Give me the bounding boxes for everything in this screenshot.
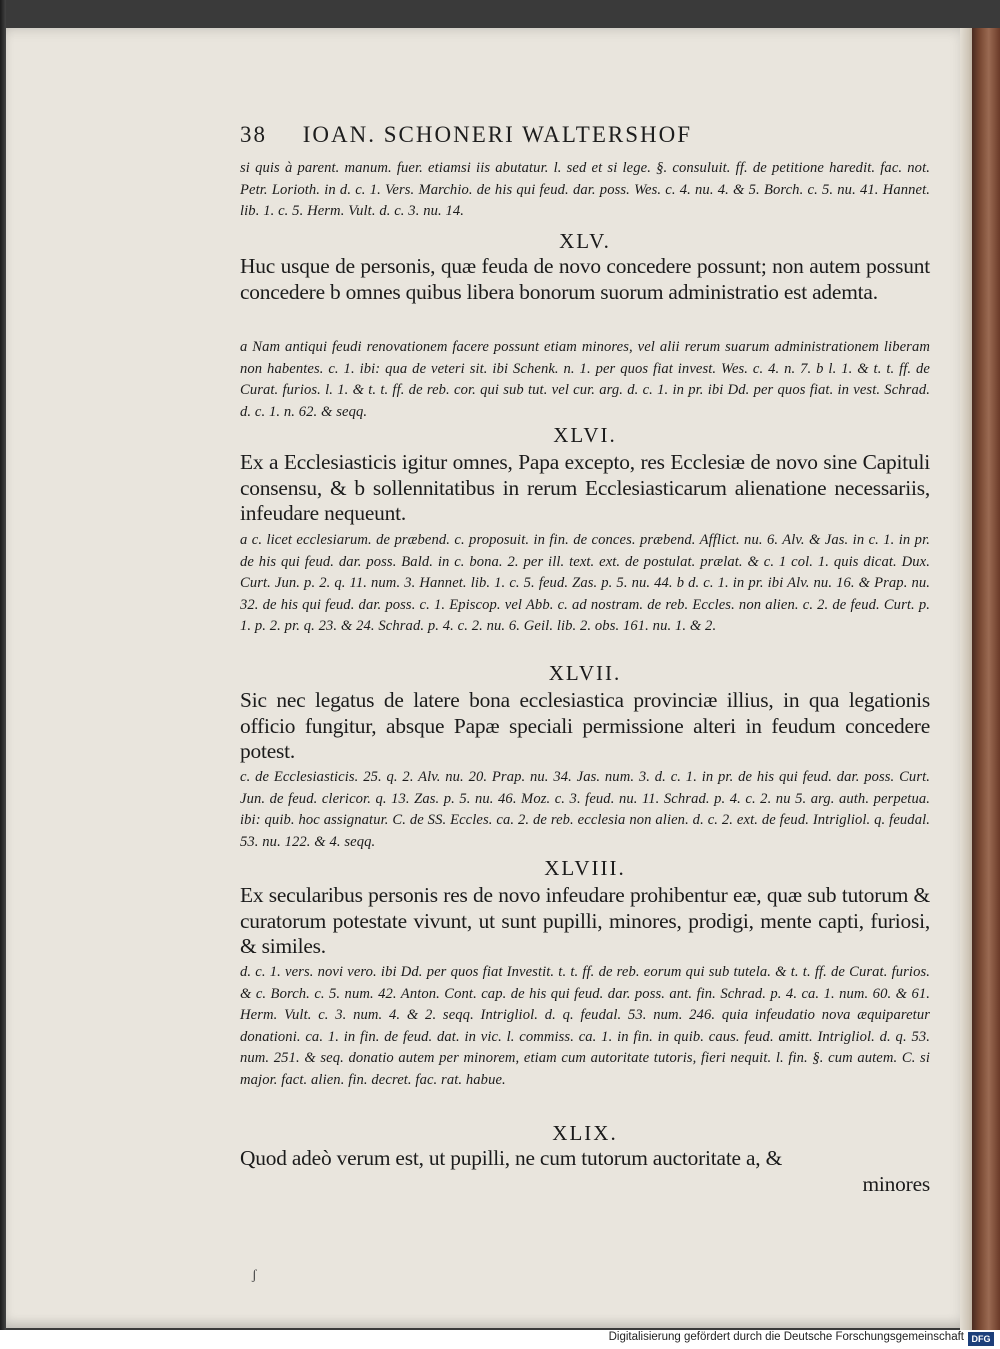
section-heading: XLVII. [548, 661, 622, 685]
footnote-block: si quis à parent. manum. fuer. etiamsi iis abutatur. l. sed et si lege. §. consuluit. ff. de petitione haredit. fac. not. Petr. Lorioth. in d. c. 1. Vers. Marchio. de his qui feud. dar. poss. Wes. c. 4. nu. 4. & 5. Borch. c. 5. nu. 41. Hannet. lib. 1. c. 5. Herm. Vult. d. c. 3. nu. 14. [240, 160, 930, 220]
running-title: IOAN. SCHONERI WALTERSHOF [302, 122, 693, 147]
paragraph: Ex a Ecclesiasticis igitur omnes, Papa excepto, res Ecclesiæ de novo sine Capituli consensu, & b sollennitatibus in rerum Ecclesiasticarum alienatione necessariis, infeudare nequeunt. [240, 450, 930, 526]
footnote-block: a c. licet ecclesiarum. de præbend. c. proposuit. in fin. de conces. præbend. Afflict. nu. 6. Alv. & Jas. in c. 1. in pr. de his qui feud. dar. poss. Bald. in c. bona. 2. per ill. text. ext. de postulat. prælat. & c. 1 col. 1. quis dicat. Dux. Curt. Jun. p. 2. q. 11. num. 3. Hannet. lib. 1. c. 5. feud. Zas. p. 5. nu. 44. b d. c. 1. in pr. ibi Alv. nu. 16. & Prap. nu. 32. de his qui feud. dar. poss. c. 1. Episcop. vel Abb. c. ad nostram. de reb. Eccles. non alien. c. 2. de feud. Curt. p. 1. p. 2. pr. q. 23. & 24. Schrad. p. 4. c. 2. nu. 6. Geil. lib. 2. obs. 161. nu. 1. & 2. [240, 532, 930, 635]
section-heading: XLVIII. [544, 856, 626, 880]
paragraph: Huc usque de personis, quæ feuda de novo concedere possunt; non autem possunt concedere b omnes quibus libera bonorum suorum administratio est ademta. [240, 254, 930, 304]
section-heading: XLIX. [552, 1121, 618, 1145]
footer-credit: Digitalisierung gefördert durch die Deutsche Forschungsgemeinschaft [608, 1331, 964, 1343]
paragraph: Quod adeò verum est, ut pupilli, ne cum tutorum auctoritate a, & [240, 1146, 783, 1170]
footnote-block: a Nam antiqui feudi renovationem facere possunt etiam minores, vel alii rerum suarum administrationem liberam non habentes. c. 1. ibi: qua de veteri sit. ibi Schenk. n. 1. per quos fiat invest. Wes. c. 4. n. 7. b l. 1. & t. t. ff. de Curat. furios. l. 1. & t. t. ff. de reb. cor. qui sub tut. vel cur. arg. d. c. 1. in pr. ibi Dd. per quos fiat. in vest. Schrad. d. c. 1. n. 62. & seqq. [240, 339, 930, 420]
paragraph: Ex secularibus personis res de novo infeudare prohibentur eæ, quæ sub tutorum & curatorum potestate vivunt, ut sunt pupilli, minores, prodigi, mente capti, furiosi, & similes. [240, 883, 930, 959]
dfg-logo: DFG [968, 1332, 994, 1346]
page-body [240, 158, 930, 1197]
catchword: minores [862, 1172, 930, 1196]
running-header [240, 122, 930, 148]
book-spine [972, 28, 1000, 1330]
footnote-block: d. c. 1. vers. novi vero. ibi Dd. per quos fiat Investit. t. t. ff. de reb. eorum qui sub tutela. & t. t. ff. de Curat. furios. & c. Borch. c. 5. num. 42. Anton. Cont. cap. de his qui feud. dar. poss. ant. fin. Schrad. p. 4. ca. 1. num. 60. & 61. Herm. Vult. c. 3. num. 4. & 2. seqq. Intrigliol. d. q. feudal. 53. num. 246. quia infeudatio nova æquiparetur donationi. ca. 1. in fin. de feud. dat. in vic. l. commiss. ca. 1. in fin. in quib. caus. feud. amitt. Intrigliol. d. q. 53. num. 251. & seq. donatio autem per minorem, etiam cum autoritate tutoris, fieri nequit. l. fin. §. cum autem. C. si major. fact. alien. fin. decret. fac. rat. habue. [240, 964, 930, 1088]
footnote-block: c. de Ecclesiasticis. 25. q. 2. Alv. nu. 20. Prap. nu. 34. Jas. num. 3. d. c. 1. in pr. de his qui feud. dar. poss. Curt. Jun. de feud. clericor. q. 13. Zas. p. 5. nu. 46. Moz. c. 3. feud. nu. 11. Schrad. p. 4. c. 2. nu 5. arg. auth. perpetua. ibi: quib. hoc assignatur. C. de SS. Eccles. ca. 2. de reb. ecclesia non alien. d. c. 2. ext. de feud. Intrigliol. q. feudal. 53. nu. 122. & 4. seqq. [240, 769, 930, 850]
page-number: 38 [240, 122, 267, 147]
section-heading: XLV. [559, 229, 611, 253]
ink-mark: ʃ [252, 1268, 257, 1283]
footer-bar [0, 1330, 1000, 1349]
paragraph: Sic nec legatus de latere bona ecclesiastica provinciæ illius, in qua legationis officio fungitur, absque Papæ speciali permissione alteri in feudum concedere potest. [240, 688, 930, 764]
section-heading: XLVI. [553, 423, 617, 447]
